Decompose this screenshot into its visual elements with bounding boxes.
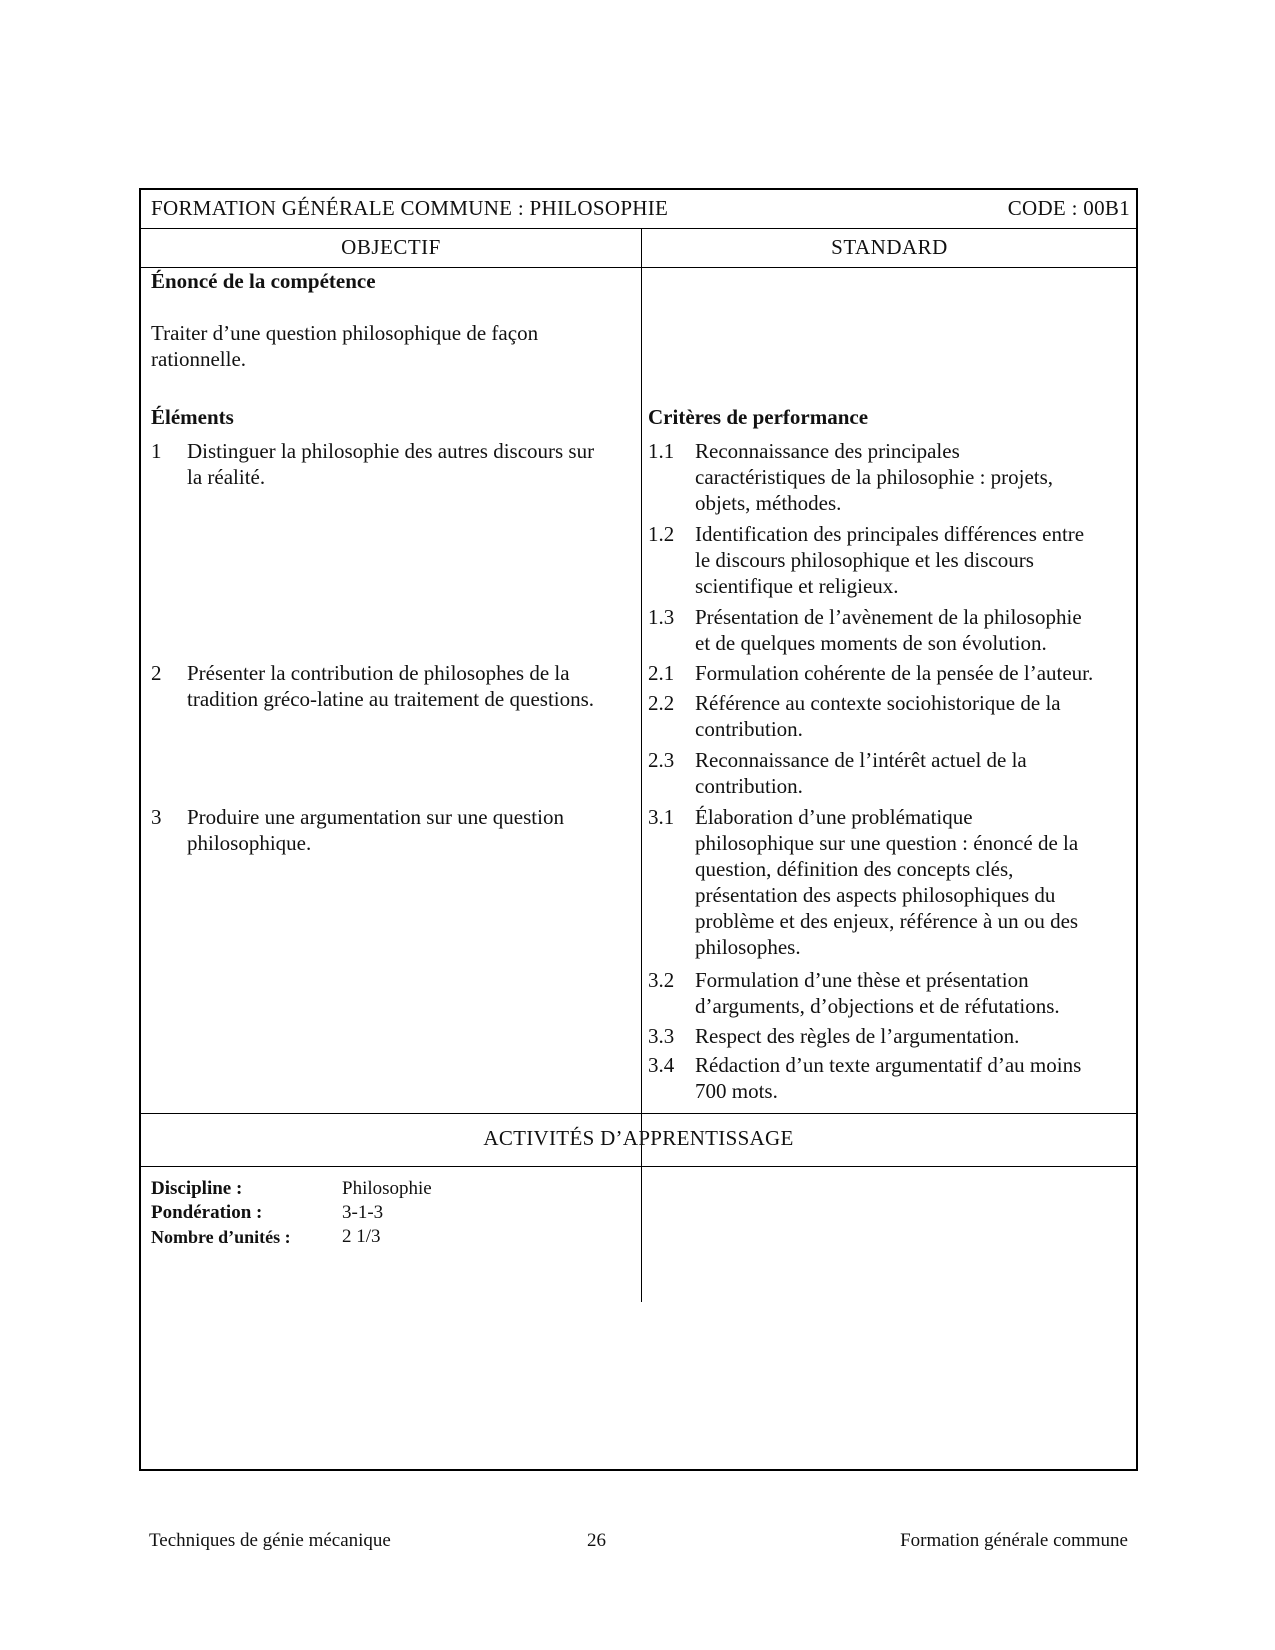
criterion-line: contribution. — [695, 717, 803, 741]
criterion-text — [695, 438, 1053, 516]
criterion-number: 1.1 — [648, 439, 675, 463]
criterion-text — [695, 690, 1061, 742]
criterion-line: Rédaction d’un texte argumentatif d’au moins — [695, 1053, 1082, 1077]
footer-program: Techniques de génie mécanique — [149, 1530, 391, 1551]
criterion-text — [695, 967, 1060, 1019]
criterion-number: 2.1 — [648, 661, 675, 685]
element-text — [187, 660, 594, 712]
criterion-text — [695, 521, 1084, 599]
criterion-number: 1.2 — [648, 522, 675, 546]
element-line: philosophique. — [187, 831, 312, 855]
unites-label: Nombre d’unités : — [151, 1227, 291, 1247]
criterion-line: Référence au contexte sociohistorique de la — [695, 691, 1061, 715]
column-header-standard: STANDARD — [831, 235, 948, 259]
criterion-line: caractéristiques de la philosophie : projets, — [695, 465, 1054, 489]
criterion-line: philosophique sur une question : énoncé de la — [695, 831, 1079, 855]
criterion-line: scientifique et religieux. — [695, 574, 899, 598]
section-divider — [141, 1166, 1136, 1167]
competency-table — [139, 188, 1138, 1471]
element-line: tradition gréco-latine au traitement de questions. — [187, 687, 595, 711]
criteria-heading: Critères de performance — [648, 405, 869, 429]
criterion-number: 3.2 — [648, 968, 675, 992]
course-code: CODE : 00B1 — [1007, 196, 1130, 220]
criterion-number: 1.3 — [648, 605, 675, 629]
criterion-line: Respect des règles de l’argumentation. — [695, 1024, 1020, 1048]
criterion-line: Élaboration d’une problématique — [695, 805, 973, 829]
table-title: FORMATION GÉNÉRALE COMMUNE : PHILOSOPHIE — [151, 196, 669, 220]
criterion-line: contribution. — [695, 774, 803, 798]
unites-value: 2 1/3 — [342, 1226, 381, 1247]
elements-heading: Éléments — [151, 405, 234, 429]
criterion-line: Formulation d’une thèse et présentation — [695, 968, 1029, 992]
column-header-row — [141, 229, 1136, 268]
activities-title: ACTIVITÉS D’APPRENTISSAGE — [483, 1126, 794, 1150]
criterion-line: objets, méthodes. — [695, 491, 842, 515]
criterion-number: 3.4 — [648, 1053, 675, 1077]
criterion-number: 2.2 — [648, 691, 675, 715]
criterion-number: 3.1 — [648, 805, 675, 829]
competence-text-line-2: rationnelle. — [151, 347, 247, 371]
criterion-text — [695, 660, 1093, 686]
competence-text-line-1: Traiter d’une question philosophique de façon — [151, 321, 539, 345]
element-line: Présenter la contribution de philosophes de la — [187, 661, 570, 685]
criterion-line: et de quelques moments de son évolution. — [695, 631, 1047, 655]
criterion-line: présentation des aspects philosophiques du — [695, 883, 1056, 907]
criterion-number: 2.3 — [648, 748, 675, 772]
competence-heading: Énoncé de la compétence — [151, 269, 376, 293]
criterion-line: question, définition des concepts clés, — [695, 857, 1014, 881]
criterion-line: problème et des enjeux, référence à un ou des — [695, 909, 1079, 933]
element-number: 1 — [151, 439, 162, 463]
ponderation-label: Pondération : — [151, 1202, 263, 1223]
criterion-line: philosophes. — [695, 935, 801, 959]
element-number: 2 — [151, 661, 162, 685]
criterion-text — [695, 1052, 1081, 1104]
criterion-line: Présentation de l’avènement de la philosophie — [695, 605, 1082, 629]
criterion-line: le discours philosophique et les discours — [695, 548, 1034, 572]
element-text — [187, 804, 564, 856]
element-text — [187, 438, 594, 490]
criterion-text — [695, 747, 1027, 799]
element-number: 3 — [151, 805, 162, 829]
criterion-line: Identification des principales différences entre — [695, 522, 1085, 546]
column-header-objectif: OBJECTIF — [341, 235, 441, 259]
criterion-text — [695, 804, 1078, 960]
criterion-line: Reconnaissance des principales — [695, 439, 960, 463]
table-title-row — [141, 190, 1136, 229]
discipline-label: Discipline : — [151, 1178, 243, 1199]
element-line: la réalité. — [187, 465, 266, 489]
element-line: Distinguer la philosophie des autres discours sur — [187, 439, 595, 463]
discipline-value: Philosophie — [342, 1178, 432, 1199]
footer-section: Formation générale commune — [900, 1530, 1128, 1551]
criterion-text — [695, 604, 1082, 656]
criterion-line: 700 mots. — [695, 1079, 778, 1103]
criterion-number: 3.3 — [648, 1024, 675, 1048]
section-divider — [141, 1113, 1136, 1114]
footer-page-number: 26 — [587, 1530, 606, 1551]
ponderation-value: 3-1-3 — [342, 1202, 384, 1223]
criterion-line: Formulation cohérente de la pensée de l’auteur. — [695, 661, 1094, 685]
criterion-text — [695, 1023, 1019, 1049]
criterion-line: Reconnaissance de l’intérêt actuel de la — [695, 748, 1027, 772]
criterion-line: d’arguments, d’objections et de réfutations. — [695, 994, 1060, 1018]
element-line: Produire une argumentation sur une question — [187, 805, 564, 829]
